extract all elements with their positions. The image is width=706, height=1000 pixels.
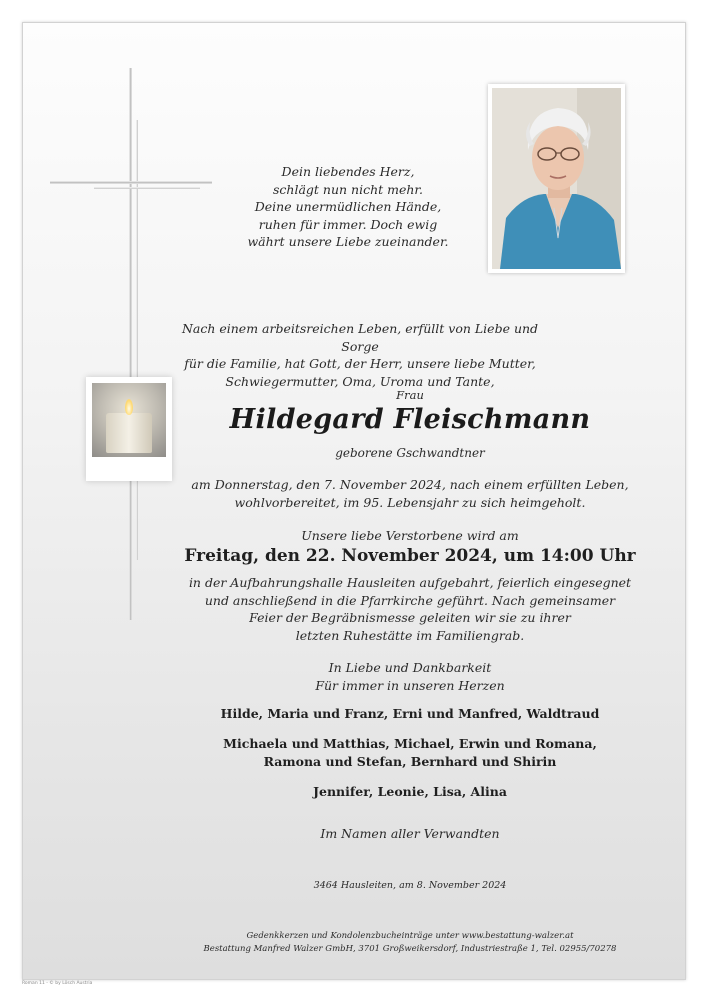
mourners-grandchildren <box>180 735 640 770</box>
candle-body <box>106 413 152 453</box>
details-line: Feier der Begräbnismesse geleiten wir sie zu ihrer <box>249 610 571 625</box>
footer-line: Bestattung Manfred Walzer GmbH, 3701 Großweikersdorf, Industriestraße 1, Tel. 02955/70278 <box>203 944 617 954</box>
poem-line: schlägt nun nicht mehr. <box>272 181 423 197</box>
mourners-great-grandchildren: Jennifer, Leonie, Lisa, Alina <box>313 784 507 799</box>
portrait-illustration <box>492 88 621 269</box>
footer-line: Gedenkkerzen und Kondolenzbucheinträge unter www.bestattung-walzer.at <box>246 931 574 941</box>
poem-line: ruhen für immer. Doch ewig <box>258 216 438 232</box>
cross-vertical-accent <box>136 120 138 560</box>
cross-horizontal-bar <box>50 181 212 184</box>
footer <box>170 930 650 956</box>
intro-line: Nach einem arbeitsreichen Leben, erfüllt von Liebe und Sorge <box>181 321 539 354</box>
greeting-line: Für immer in unseren Herzen <box>315 677 505 693</box>
death-notice <box>180 476 640 511</box>
poem-line: Dein liebendes Herz, <box>281 164 415 179</box>
deceased-name: Hildegard Fleischmann <box>229 404 591 435</box>
details-line: und anschließend in die Pfarrkirche geführt. Nach gemeinsamer <box>204 592 616 608</box>
mourning-greeting <box>290 659 530 694</box>
candle-image <box>92 383 166 457</box>
intro-line: für die Familie, hat Gott, der Herr, unsere liebe Mutter, <box>184 356 536 371</box>
cross-vertical-bar <box>129 68 132 620</box>
portrait-photo <box>492 88 621 269</box>
death-line: am Donnerstag, den 7. November 2024, nach einem erfüllten Leben, <box>191 477 629 492</box>
funeral-details <box>180 574 640 644</box>
place-and-date: 3464 Hausleiten, am 8. November 2024 <box>313 880 507 891</box>
candle-flame <box>125 399 133 415</box>
mourners-relatives: Im Namen aller Verwandten <box>320 826 500 841</box>
death-line: wohlvorbereitet, im 95. Lebensjahr zu sich heimgeholt. <box>234 494 586 510</box>
deceased-title: Frau <box>396 388 424 402</box>
funeral-intro: Unsere liebe Verstorbene wird am <box>301 528 519 543</box>
cross-horizontal-accent <box>94 187 200 189</box>
portrait-frame <box>488 84 625 273</box>
grandchildren-line: Michaela und Matthias, Michael, Erwin und Romana, <box>223 736 597 751</box>
memorial-poem <box>230 163 466 251</box>
details-line: letzten Ruhestätte im Familiengrab. <box>295 627 525 643</box>
mourners-children: Hilde, Maria und Franz, Erni und Manfred, Waldtraud <box>220 706 600 721</box>
greeting-line: In Liebe und Dankbarkeit <box>328 660 492 675</box>
grandchildren-line: Ramona und Stefan, Bernhard und Shirin <box>263 753 557 769</box>
intro-line: Schwiegermutter, Oma, Uroma und Tante, <box>225 373 495 389</box>
candle-icon <box>86 377 172 481</box>
intro-text <box>175 320 545 390</box>
funeral-date-time: Freitag, den 22. November 2024, um 14:00 Uhr <box>184 546 636 566</box>
details-line: in der Aufbahrungshalle Hausleiten aufgebahrt, feierlich eingesegnet <box>188 575 632 590</box>
poem-line: währt unsere Liebe zueinander. <box>247 234 449 250</box>
template-note: Roman 11 - © by Lösch Austria <box>22 981 93 986</box>
maiden-name: geborene Gschwandtner <box>335 446 485 460</box>
poem-line: Deine unermüdlichen Hände, <box>254 199 442 215</box>
